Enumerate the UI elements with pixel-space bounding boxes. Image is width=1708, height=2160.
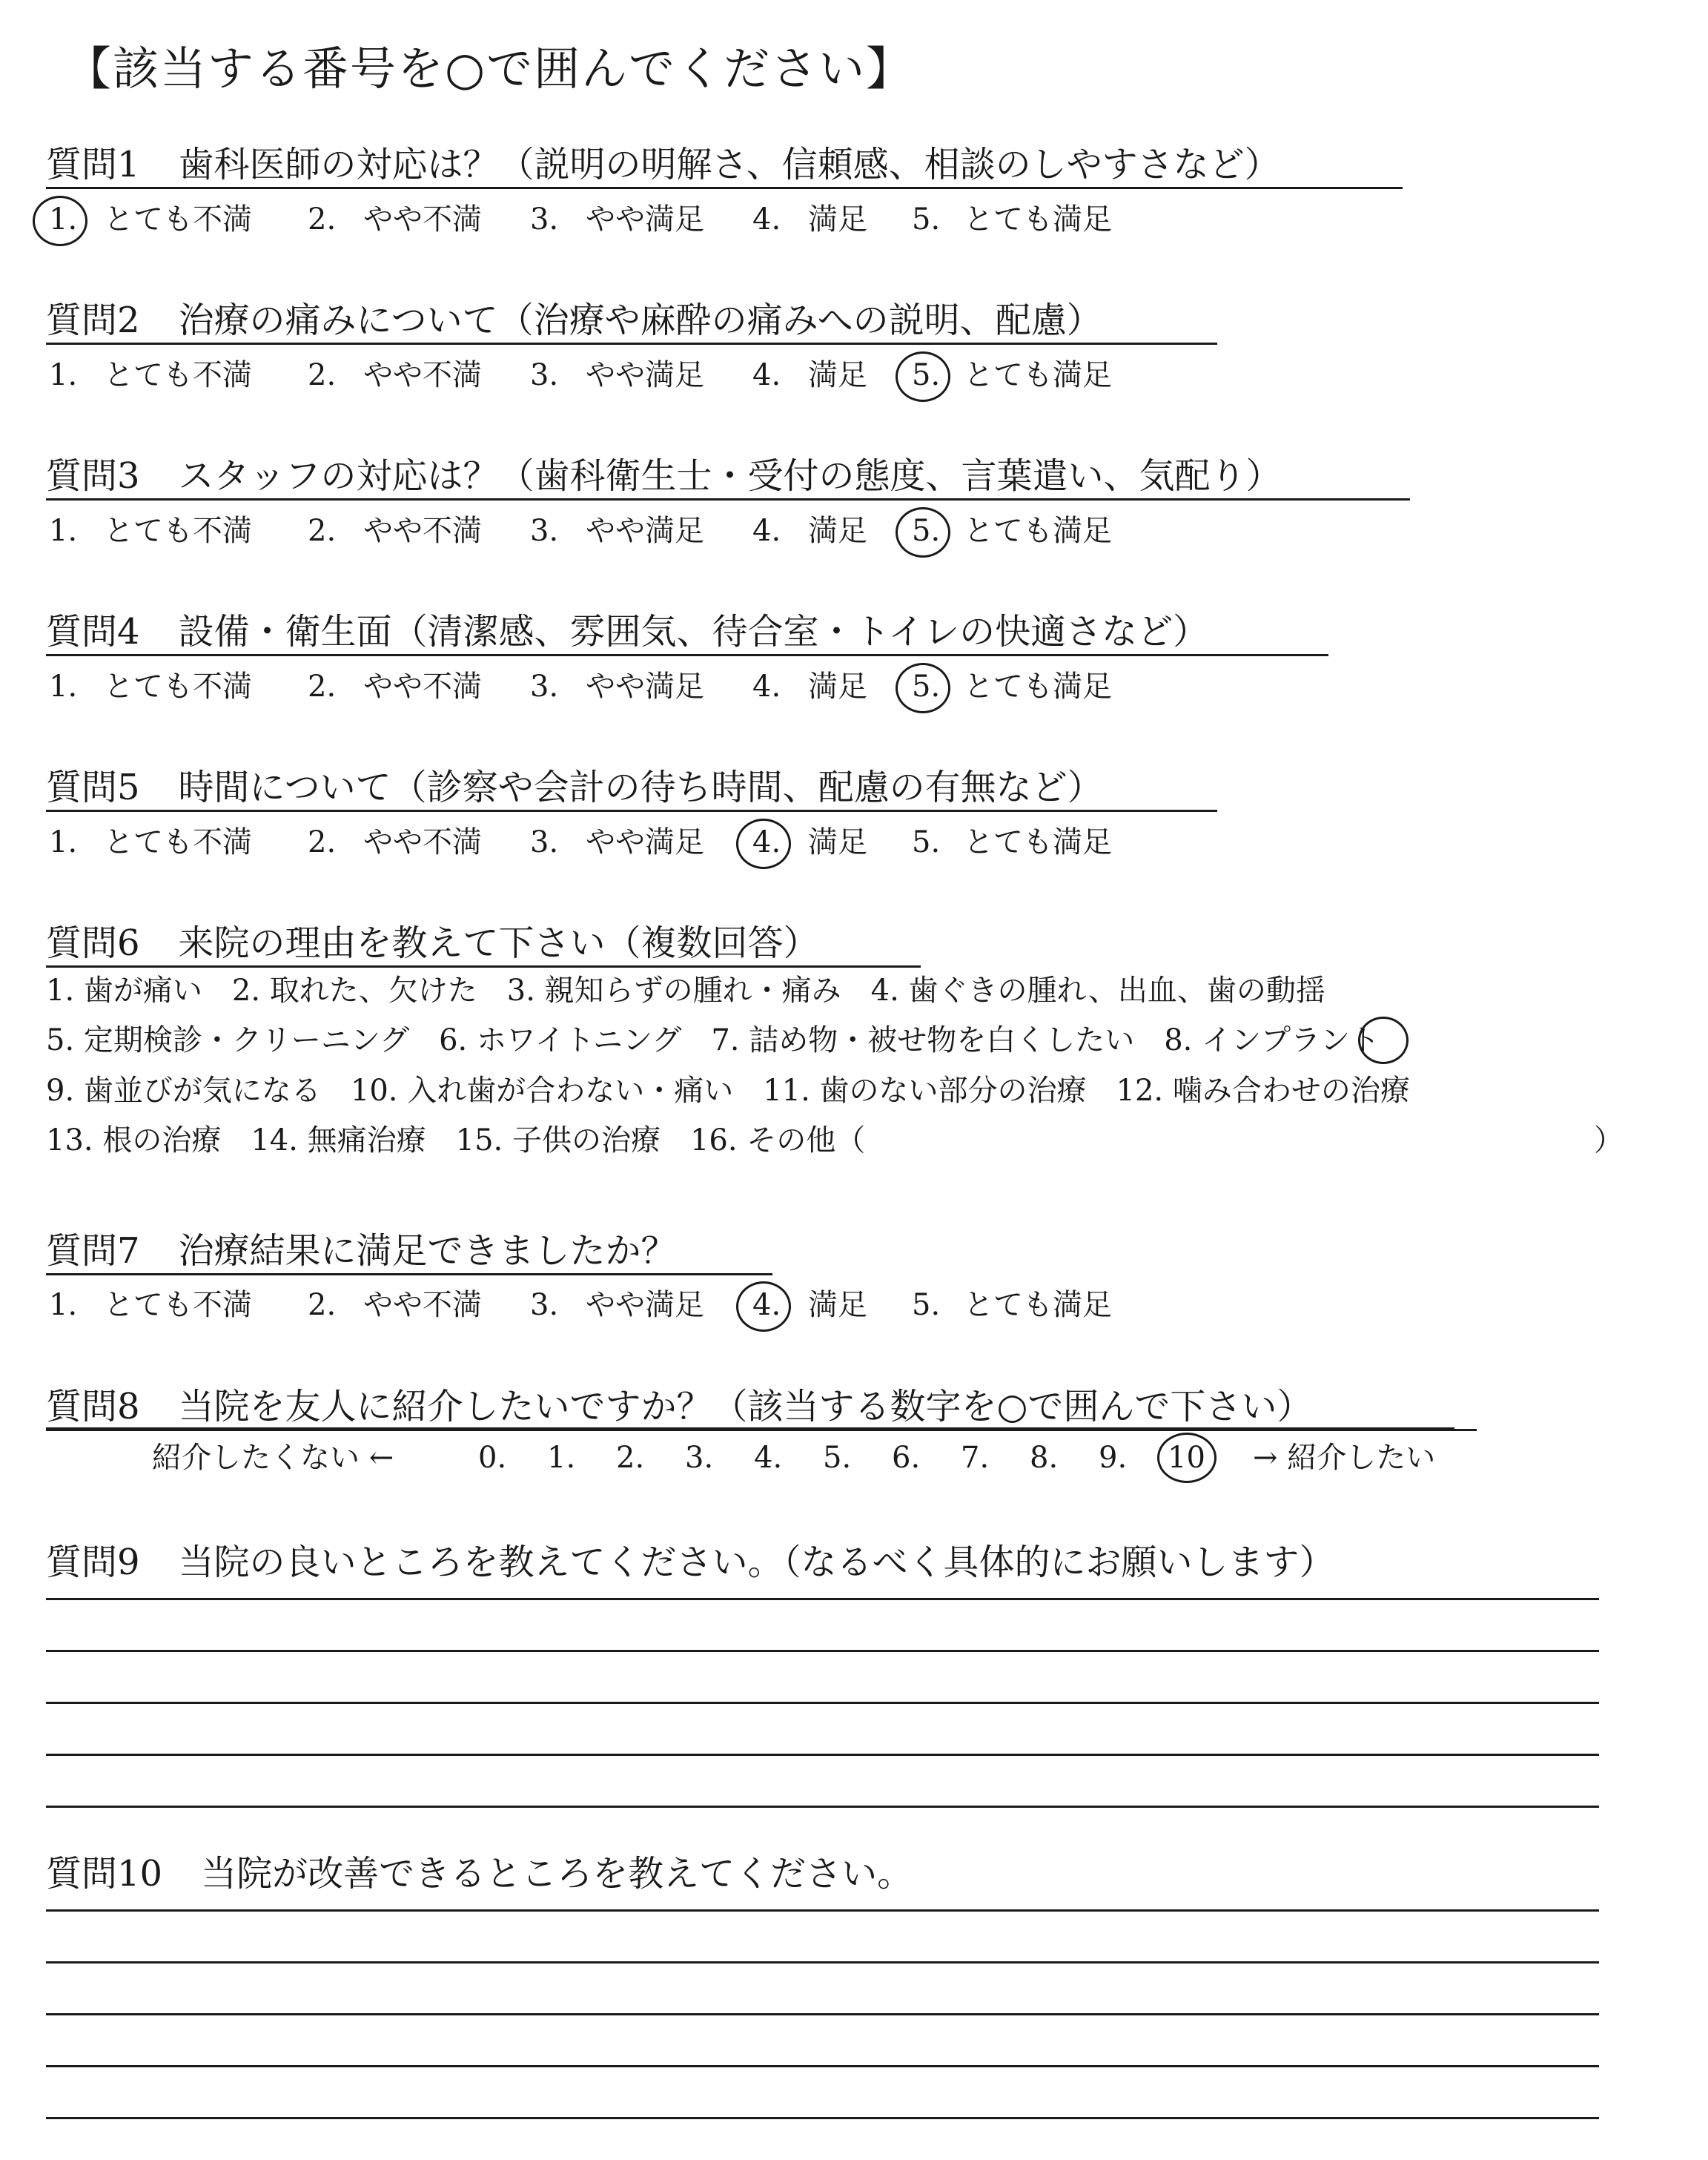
question-underline [46, 1429, 1477, 1431]
rating-option[interactable]: 1. [49, 202, 78, 237]
rating-option: やや不満 [363, 514, 482, 548]
answer-line-q9[interactable] [46, 1702, 1599, 1704]
rating-option: やや満足 [586, 358, 704, 392]
rating-option: とても満足 [964, 670, 1112, 704]
question-underline [46, 1273, 772, 1275]
rating-option: とても不満 [104, 1288, 252, 1322]
rating-option: 満足 [808, 358, 867, 392]
question-underline [46, 965, 921, 968]
rating-option[interactable]: 3. [530, 202, 559, 237]
selected-answer-circle[interactable] [896, 507, 950, 558]
rating-option: やや不満 [363, 358, 482, 392]
question-text: 当院が改善できるところを教えてください。 [201, 1853, 913, 1895]
rating-option: とても不満 [104, 358, 252, 392]
answer-line-q10[interactable] [46, 2065, 1599, 2067]
rating-option: やや不満 [363, 1288, 482, 1322]
selected-answer-circle[interactable] [896, 663, 950, 713]
question-label: 質問1 [46, 144, 140, 185]
question-text: 来院の理由を教えて下さい（複数回答） [178, 922, 819, 964]
question-5-heading [46, 764, 1103, 811]
rating-option: やや不満 [363, 202, 482, 237]
question-10-heading [46, 1850, 913, 1898]
question-1-heading [46, 141, 1280, 188]
scale-divider [46, 1427, 1454, 1429]
answer-line-q10[interactable] [46, 1961, 1599, 1964]
question-text: 治療結果に満足できましたか？ [178, 1230, 677, 1272]
answer-line-q9[interactable] [46, 1806, 1599, 1808]
rating-option: 満足 [808, 670, 867, 704]
question-underline [46, 654, 1328, 656]
selected-score-circle[interactable] [1157, 1433, 1217, 1483]
question-2-heading [46, 297, 1102, 344]
question-text: 設備・衛生面（清潔感、雰囲気、待合室・トイレの快適さなど） [178, 611, 1209, 653]
question-label: 質問3 [46, 455, 140, 497]
scale-left-label: 紹介したくない ← [152, 1441, 394, 1475]
rating-option[interactable]: 2. [308, 514, 337, 548]
question-7-heading [46, 1227, 677, 1275]
other-close-paren: ） [1594, 1123, 1623, 1157]
question-underline [46, 187, 1403, 189]
page-title: 【該当する番号を○で囲んでください】 [65, 42, 914, 96]
answer-line-q10[interactable] [46, 2117, 1599, 2119]
rating-option: やや満足 [586, 514, 704, 548]
rating-option[interactable]: 2. [308, 825, 337, 859]
rating-option: やや不満 [363, 825, 482, 859]
rating-option: とても満足 [964, 202, 1112, 237]
reason-line: 1. 歯が痛い 2. 取れた、欠けた 3. 親知らずの腫れ・痛み 4. 歯ぐきの腫れ、出血、歯の動揺 [46, 974, 1325, 1008]
question-label: 質問10 [46, 1853, 163, 1895]
rating-option[interactable]: 2. [308, 202, 337, 237]
selected-answer-circle[interactable] [33, 196, 87, 246]
rating-option[interactable]: 5. [912, 825, 941, 859]
selected-answer-circle[interactable] [896, 351, 950, 402]
rating-option[interactable]: 5. [912, 1288, 941, 1322]
scale-number[interactable]: 7. [961, 1441, 990, 1475]
selected-answer-circle[interactable] [736, 819, 791, 869]
question-3-heading [46, 452, 1282, 500]
rating-option[interactable]: 4. [752, 514, 781, 548]
rating-option[interactable]: 5. [912, 202, 941, 237]
answer-line-q10[interactable] [46, 1909, 1599, 1912]
rating-option: とても満足 [964, 514, 1112, 548]
question-label: 質問8 [46, 1386, 140, 1427]
reason-line: 9. 歯並びが気になる 10. 入れ歯が合わない・痛い 11. 歯のない部分の治療 12. 噛み合わせの治療 [46, 1074, 1410, 1108]
question-underline [46, 810, 1217, 812]
rating-option[interactable]: 1. [49, 358, 78, 392]
question-text: 当院を友人に紹介したいですか？（該当する数字を○で囲んで下さい） [178, 1386, 1313, 1427]
answer-line-q9[interactable] [46, 1754, 1599, 1756]
rating-option[interactable]: 2. [308, 670, 337, 704]
question-label: 質問6 [46, 922, 140, 964]
question-text: スタッフの対応は？（歯科衛生士・受付の態度、言葉遣い、気配り） [178, 455, 1282, 497]
rating-option[interactable]: 4. [752, 670, 781, 704]
rating-option: 満足 [808, 1288, 867, 1322]
rating-option[interactable]: 1. [49, 514, 78, 548]
question-text: 当院の良いところを教えてください。（なるべく具体的にお願いします） [178, 1542, 1335, 1583]
rating-option[interactable]: 5. [912, 514, 941, 548]
rating-option: やや満足 [586, 1288, 704, 1322]
selected-reason-circle[interactable] [1358, 1017, 1409, 1064]
rating-option: 満足 [808, 825, 867, 859]
scale-number[interactable]: 3. [685, 1441, 714, 1475]
question-4-heading [46, 608, 1208, 655]
rating-option[interactable]: 1. [49, 1288, 78, 1322]
question-label: 質問5 [46, 767, 140, 808]
rating-option[interactable]: 3. [530, 358, 559, 392]
answer-line-q9[interactable] [46, 1598, 1599, 1600]
rating-option[interactable]: 4. [752, 358, 781, 392]
rating-option[interactable]: 1. [49, 825, 78, 859]
rating-option[interactable]: 3. [530, 1288, 559, 1322]
rating-option: やや満足 [586, 670, 704, 704]
question-text: 治療の痛みについて（治療や麻酔の痛みへの説明、配慮） [178, 300, 1102, 341]
rating-option[interactable]: 4. [752, 825, 781, 859]
scale-number[interactable]: 0. [478, 1441, 507, 1475]
rating-option[interactable]: 3. [530, 514, 559, 548]
rating-option: やや不満 [363, 670, 482, 704]
rating-option: とても不満 [104, 202, 252, 237]
rating-option: とても満足 [964, 358, 1112, 392]
scale-number[interactable]: 5. [823, 1441, 852, 1475]
rating-option: とても不満 [104, 670, 252, 704]
rating-option[interactable]: 4. [752, 202, 781, 237]
reason-line: 5. 定期検診・クリーニング 6. ホワイトニング 7. 詰め物・被せ物を白くしたい 8. インプラント [46, 1023, 1380, 1057]
question-6-heading [46, 919, 819, 967]
scale-number[interactable]: 4. [754, 1441, 783, 1475]
reason-line: 13. 根の治療 14. 無痛治療 15. 子供の治療 16. その他（ [46, 1123, 866, 1157]
rating-option: とても不満 [104, 825, 252, 859]
rating-option[interactable]: 2. [308, 358, 337, 392]
rating-option: やや満足 [586, 202, 704, 237]
rating-option[interactable]: 5. [912, 358, 941, 392]
question-text: 歯科医師の対応は？（説明の明解さ、信頼感、相談のしやすさなど） [178, 144, 1280, 185]
scale-number[interactable]: 6. [892, 1441, 921, 1475]
rating-option[interactable]: 2. [308, 1288, 337, 1322]
scale-number[interactable]: 2. [616, 1441, 645, 1475]
rating-option[interactable]: 3. [530, 825, 559, 859]
rating-option[interactable]: 4. [752, 1288, 781, 1322]
question-text: 時間について（診察や会計の待ち時間、配慮の有無など） [178, 767, 1103, 808]
question-label: 質問4 [46, 611, 140, 653]
scale-number[interactable]: 8. [1030, 1441, 1059, 1475]
rating-option: とても不満 [104, 514, 252, 548]
question-underline [46, 343, 1217, 345]
scale-right-label: → 紹介したい [1253, 1441, 1436, 1475]
question-underline [46, 498, 1410, 501]
scale-number[interactable]: 9. [1099, 1441, 1128, 1475]
rating-option: 満足 [808, 202, 867, 237]
rating-option: やや満足 [586, 825, 704, 859]
question-label: 質問7 [46, 1230, 140, 1272]
answer-line-q9[interactable] [46, 1650, 1599, 1652]
scale-number[interactable]: 1. [547, 1441, 576, 1475]
question-label: 質問2 [46, 300, 140, 341]
rating-option[interactable]: 1. [49, 670, 78, 704]
scale-number[interactable]: 10 [1168, 1441, 1205, 1475]
rating-option: 満足 [808, 514, 867, 548]
question-8-heading [46, 1383, 1312, 1430]
rating-option[interactable]: 5. [912, 670, 941, 704]
answer-line-q10[interactable] [46, 2013, 1599, 2015]
rating-option[interactable]: 3. [530, 670, 559, 704]
question-label: 質問9 [46, 1542, 140, 1583]
rating-option: とても満足 [964, 825, 1112, 859]
question-9-heading [46, 1539, 1335, 1586]
rating-option: とても満足 [964, 1288, 1112, 1322]
selected-answer-circle[interactable] [736, 1281, 791, 1332]
